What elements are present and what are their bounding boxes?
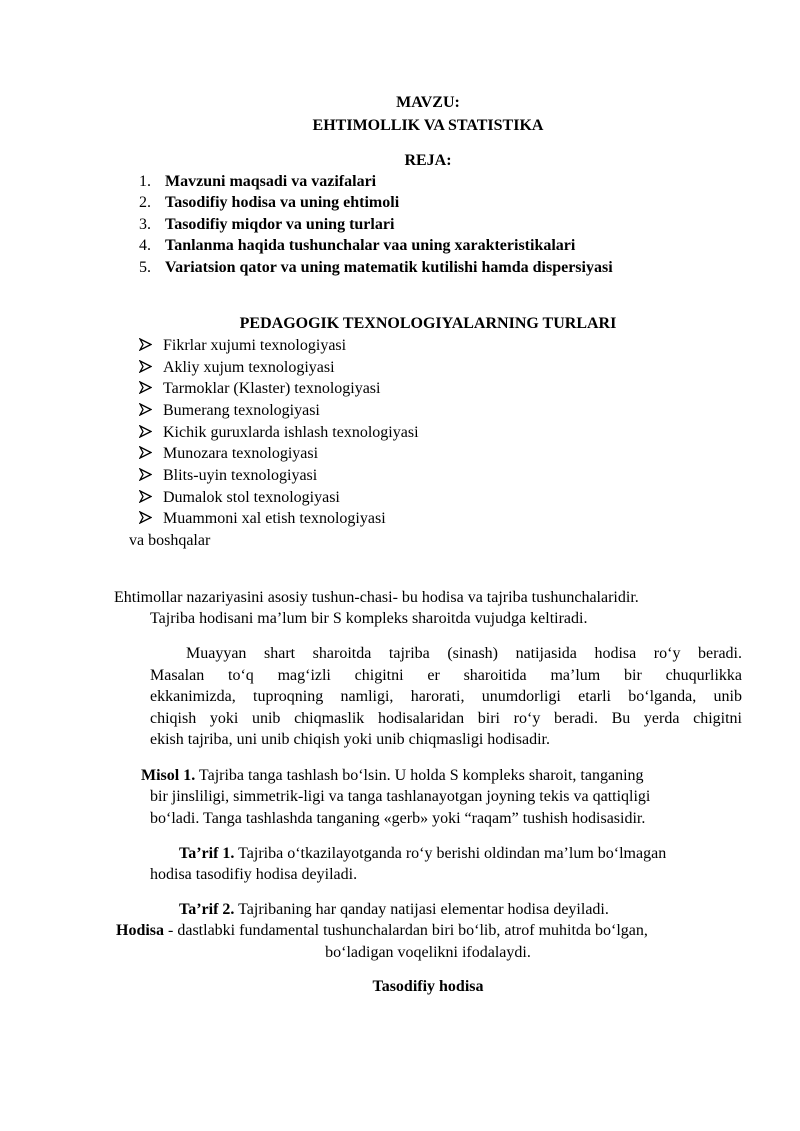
arrow-bullet-icon: [139, 358, 163, 378]
paragraph-line: Muayyan shart sharoitda tajriba (sinash) natijasida hodisa ro‘y beradi.: [186, 645, 742, 662]
definition-line: [179, 844, 666, 864]
definition-text: Tajriba o‘tkazilayotganda ro‘y berishi oldindan ma’lum bo‘lmagan: [234, 845, 667, 862]
plan-item-text: Variatsion qator va uning matematik kutilishi hamda dispersiyasi: [165, 259, 613, 276]
plan-item-number: 2.: [139, 194, 151, 211]
paragraph-line: ekkanimizda, tuproqning namligi, harorati, unumdorligi etarli bo‘lganda, unib: [150, 688, 742, 705]
example-line: bo‘ladi. Tanga tashlashda tanganing «gerb» yoki “raqam” tushish hodisasidir.: [150, 810, 646, 827]
topic-label: MAVZU:: [396, 94, 460, 111]
plan-heading: REJA:: [404, 152, 452, 169]
tech-item-text: Akliy xujum texnologiyasi: [163, 359, 335, 376]
arrow-bullet-icon: [139, 401, 163, 421]
tech-item-text: Dumalok stol texnologiyasi: [163, 489, 340, 506]
example-text: Tajriba tanga tashlash bo‘lsin. U holda S kompleks sharoit, tanganing: [195, 767, 644, 784]
hodisa-line-2: bo‘ladigan voqelikni ifodalaydi.: [325, 944, 531, 961]
hodisa-text: - dastlabki fundamental tushunchalardan biri bo‘lib, atrof muhitda bo‘lgan,: [164, 922, 648, 939]
tech-item: [139, 379, 380, 399]
definition-2: [179, 900, 609, 920]
tech-item-text: Muammoni xal etish texnologiyasi: [163, 510, 386, 527]
plan-item-text: Mavzuni maqsadi va vazifalari: [165, 173, 377, 190]
intro-line-2: Tajriba hodisani ma’lum bir S kompleks sharoitda vujudga keltiradi.: [150, 610, 588, 627]
arrow-bullet-icon: [139, 423, 163, 443]
hodisa-line: [116, 921, 648, 941]
plan-item: [139, 215, 394, 235]
tech-item: [139, 509, 386, 529]
plan-item: [139, 258, 613, 278]
intro-line-1: Ehtimollar nazariyasini asosiy tushun-chasi- bu hodisa va tajriba tushunchalaridir.: [114, 589, 639, 606]
plan-item-text: Tanlanma haqida tushunchalar vaa uning xarakteristikalari: [165, 237, 576, 254]
tech-item: [139, 466, 317, 486]
tech-item: [139, 488, 340, 508]
tech-item-text: Kichik guruxlarda ishlash texnologiyasi: [163, 424, 419, 441]
definition-line: hodisa tasodifiy hodisa deyiladi.: [150, 866, 358, 883]
tech-heading: PEDAGOGIK TEXNOLOGIYALARNING TURLARI: [239, 315, 617, 332]
plan-item-number: 1.: [139, 173, 151, 190]
tech-item: [139, 444, 318, 464]
arrow-bullet-icon: [139, 444, 163, 464]
paragraph-line: Masalan to‘q mag‘izli chigitni er sharoitida ma’lum bir chuqurlikka: [150, 667, 742, 684]
example-line: [141, 766, 644, 786]
tech-item-text: Munozara texnologiyasi: [163, 445, 319, 462]
page-title: EHTIMOLLIK VA STATISTIKA: [312, 117, 544, 134]
arrow-bullet-icon: [139, 379, 163, 399]
arrow-bullet-icon: [139, 488, 163, 508]
plan-item: [139, 236, 575, 256]
example-label: Misol 1.: [141, 767, 196, 784]
definition-text: Tajribaning har qanday natijasi elementar hodisa deyiladi.: [234, 901, 609, 918]
tech-item-text: Blits-uyin texnologiyasi: [163, 467, 318, 484]
paragraph-line: ekish tajriba, uni unib chiqish yoki unib chiqmasligi hodisadir.: [150, 731, 550, 748]
tech-list-tail: va boshqalar: [129, 532, 211, 549]
tech-item-text: Bumerang texnologiyasi: [163, 402, 320, 419]
plan-item: [139, 193, 399, 213]
arrow-bullet-icon: [139, 336, 163, 356]
definition-label: Ta’rif 2.: [179, 901, 235, 918]
tech-item: [139, 401, 320, 421]
tech-item-text: Tarmoklar (Klaster) texnologiyasi: [163, 380, 381, 397]
plan-item-number: 3.: [139, 216, 151, 233]
definition-label: Ta’rif 1.: [179, 845, 235, 862]
arrow-bullet-icon: [139, 466, 163, 486]
plan-item-number: 5.: [139, 259, 151, 276]
tech-item: [139, 423, 419, 443]
tech-item: [139, 358, 335, 378]
example-line: bir jinsliligi, simmetrik-ligi va tanga tashlanayotgan joyning tekis va qattiqligi: [150, 788, 651, 805]
hodisa-label: Hodisa: [116, 922, 165, 939]
section-title: Tasodifiy hodisa: [372, 978, 484, 995]
paragraph-line: chiqish yoki unib chiqmaslik hodisalaridan biri ro‘y beradi. Bu yerda chigitni: [150, 710, 742, 727]
tech-item-text: Fikrlar xujumi texnologiyasi: [163, 337, 347, 354]
arrow-bullet-icon: [139, 509, 163, 529]
plan-item-text: Tasodifiy miqdor va uning turlari: [165, 216, 395, 233]
plan-item-number: 4.: [139, 237, 151, 254]
plan-item-text: Tasodifiy hodisa va uning ehtimoli: [165, 194, 400, 211]
tech-item: [139, 336, 346, 356]
plan-item: [139, 172, 376, 192]
